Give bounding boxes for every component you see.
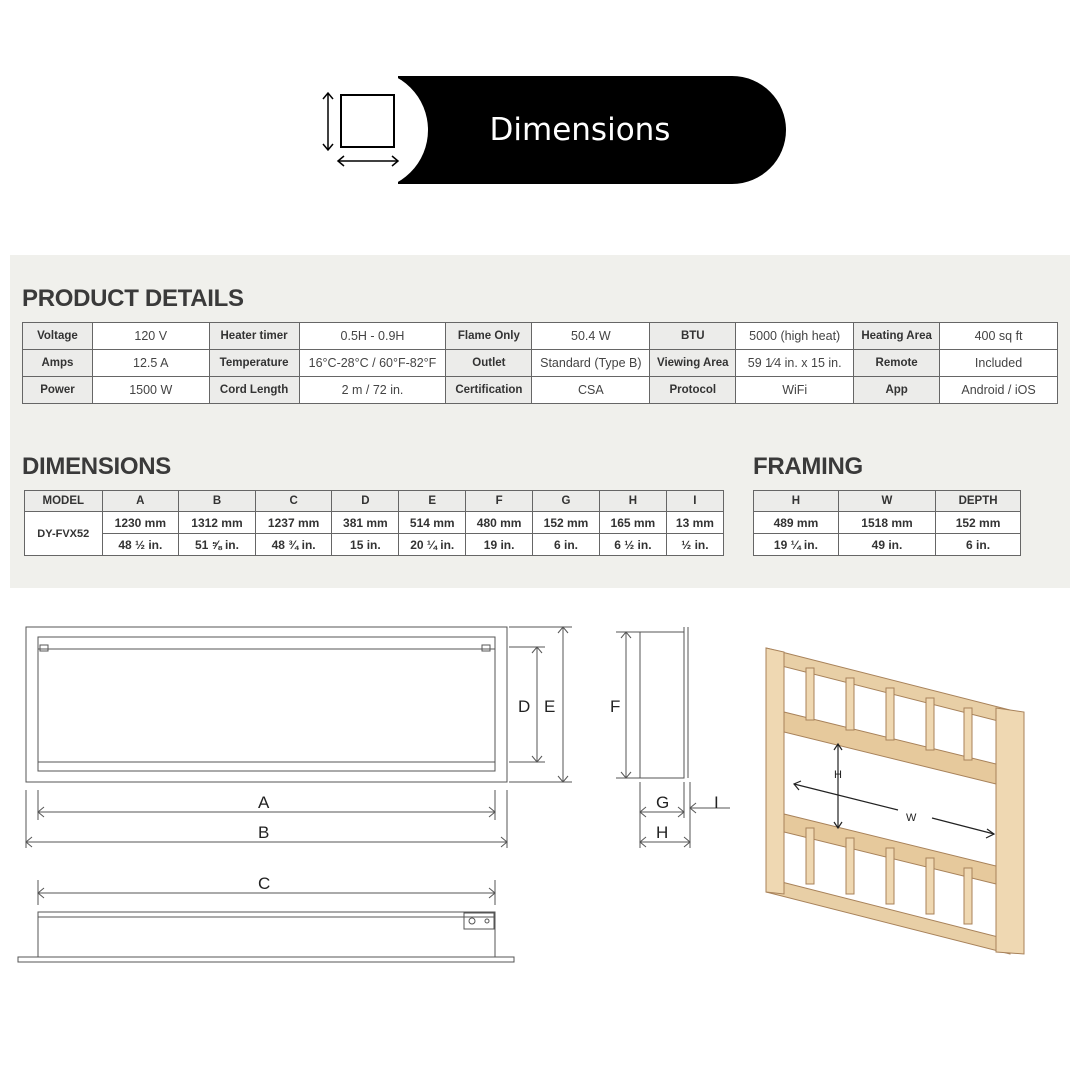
dimension-mm: 1312 mm (179, 512, 256, 534)
product-details-row (23, 350, 1058, 377)
product-details-table (22, 322, 1058, 404)
framing-heading: FRAMING (753, 453, 863, 480)
framing-header: W (838, 491, 935, 512)
dimension-mm: 152 mm (533, 512, 600, 534)
dimensions-heading: DIMENSIONS (22, 453, 172, 480)
frame-label-w: W (906, 812, 917, 824)
side-view (616, 627, 730, 848)
dimensions-icon (316, 88, 406, 174)
spec-label: Heater timer (209, 323, 299, 350)
spec-label: BTU (650, 323, 736, 350)
spec-value: 2 m / 72 in. (299, 377, 446, 404)
framing-header: H (754, 491, 839, 512)
framing-mm: 489 mm (754, 512, 839, 534)
spec-value: Android / iOS (940, 377, 1058, 404)
spec-value: 59 1⁄4 in. x 15 in. (736, 350, 854, 377)
spec-value: Included (940, 350, 1058, 377)
product-details-heading: PRODUCT DETAILS (22, 285, 244, 312)
spec-label: Heating Area (854, 323, 940, 350)
model-header: MODEL (25, 491, 103, 512)
spec-value: 1500 W (92, 377, 209, 404)
dimension-header: G (533, 491, 600, 512)
spec-label: Power (23, 377, 93, 404)
dimension-inches: 6 ½ in. (599, 534, 666, 556)
dimension-inches: ½ in. (666, 534, 723, 556)
spec-value: 400 sq ft (940, 323, 1058, 350)
dimension-header: B (179, 491, 256, 512)
framing-mm: 1518 mm (838, 512, 935, 534)
label-a: A (258, 793, 270, 812)
frame-label-h: H (834, 769, 842, 781)
spec-label: Temperature (209, 350, 299, 377)
dimension-header: C (255, 491, 332, 512)
label-e: E (544, 697, 556, 716)
dimension-header: H (599, 491, 666, 512)
dimension-header: A (102, 491, 179, 512)
details-panel (10, 255, 1070, 588)
spec-label: Viewing Area (650, 350, 736, 377)
spec-value: 12.5 A (92, 350, 209, 377)
technical-drawings (0, 600, 1080, 980)
spec-label: Certification (446, 377, 532, 404)
dimension-mm: 381 mm (332, 512, 399, 534)
label-g: G (656, 793, 670, 812)
dimension-mm: 1237 mm (255, 512, 332, 534)
label-f: F (610, 697, 621, 716)
dimension-mm: 13 mm (666, 512, 723, 534)
spec-label: Amps (23, 350, 93, 377)
page-title: Dimensions (489, 112, 671, 148)
spec-label: Protocol (650, 377, 736, 404)
model-cell: DY-FVX52 (25, 512, 103, 556)
dimension-inches: 15 in. (332, 534, 399, 556)
spec-label: App (854, 377, 940, 404)
front-view (26, 627, 572, 848)
framing-table (753, 490, 1021, 556)
spec-label: Flame Only (446, 323, 532, 350)
dimension-mm: 514 mm (399, 512, 466, 534)
label-c: C (258, 874, 271, 893)
dimension-inches: 19 in. (466, 534, 533, 556)
spec-value: 5000 (high heat) (736, 323, 854, 350)
product-details-row (23, 323, 1058, 350)
framing-inches: 49 in. (838, 534, 935, 556)
spec-label: Outlet (446, 350, 532, 377)
framing-header: DEPTH (936, 491, 1021, 512)
framing-illustration (766, 648, 1024, 954)
label-h: H (656, 823, 669, 842)
dimension-mm: 480 mm (466, 512, 533, 534)
spec-value: Standard (Type B) (532, 350, 650, 377)
spec-value: 120 V (92, 323, 209, 350)
label-b: B (258, 823, 270, 842)
spec-label: Cord Length (209, 377, 299, 404)
spec-label: Remote (854, 350, 940, 377)
spec-label: Voltage (23, 323, 93, 350)
spec-value: CSA (532, 377, 650, 404)
dimension-inches: 48 ¾ in. (255, 534, 332, 556)
dimension-mm: 165 mm (599, 512, 666, 534)
label-i: I (714, 793, 719, 812)
dimension-mm: 1230 mm (102, 512, 179, 534)
framing-inches: 6 in. (936, 534, 1021, 556)
spec-value: WiFi (736, 377, 854, 404)
dimension-header: E (399, 491, 466, 512)
framing-mm: 152 mm (936, 512, 1021, 534)
spec-value: 16°C-28°C / 60°F-82°F (299, 350, 446, 377)
dimension-inches: 6 in. (533, 534, 600, 556)
dimension-inches: 20 ¼ in. (399, 534, 466, 556)
label-d: D (518, 697, 531, 716)
spec-value: 50.4 W (532, 323, 650, 350)
dimension-header: I (666, 491, 723, 512)
spec-value: 0.5H - 0.9H (299, 323, 446, 350)
product-details-row (23, 377, 1058, 404)
dimension-header: D (332, 491, 399, 512)
dimension-header: F (466, 491, 533, 512)
dimension-inches: 48 ½ in. (102, 534, 179, 556)
dimensions-table (24, 490, 724, 556)
dimension-inches: 51 ⅝ in. (179, 534, 256, 556)
framing-inches: 19 ¼ in. (754, 534, 839, 556)
